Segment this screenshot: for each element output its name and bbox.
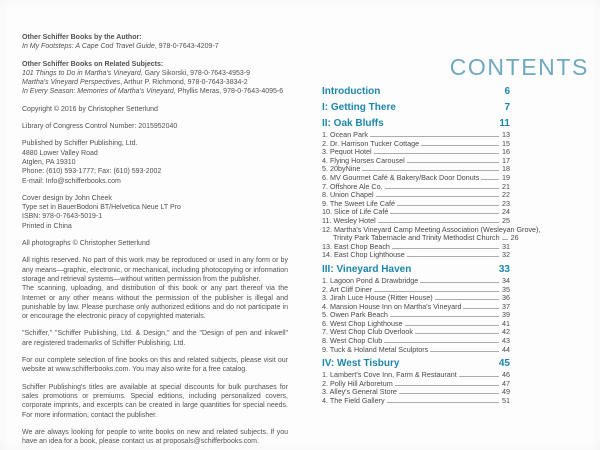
toc-section-page-number: 11 xyxy=(499,118,510,129)
leader-line xyxy=(481,179,499,180)
toc-entry-label: 7. West Chop Club Overlook xyxy=(322,327,413,337)
toc-entry-page-number: 25 xyxy=(502,215,510,225)
toc-section-label: IV: West Tisbury xyxy=(322,358,400,370)
publisher-email: E-mail: Info@schifferbooks.com xyxy=(22,177,121,185)
toc-section-label: I: Getting There xyxy=(322,102,396,113)
book-listing xyxy=(22,69,288,78)
toc-entry-label: 2. Art Cliff Diner xyxy=(322,284,373,294)
toc-entry xyxy=(322,346,510,355)
leader-line xyxy=(395,385,499,386)
production-block xyxy=(22,194,288,231)
toc-entry-label: 6. West Chop Lighthouse xyxy=(322,318,403,328)
book-isbn: , Gary Sikorski, 978-0-7643-4953-9 xyxy=(140,69,251,77)
other-books-related-heading: Other Schiffer Books on Related Subjects: xyxy=(22,60,164,68)
website-block xyxy=(22,356,288,375)
leader-line xyxy=(385,188,499,189)
lccn-line: Library of Congress Control Number: 2015952040 xyxy=(22,123,178,131)
leader-line xyxy=(463,308,499,309)
leader-line xyxy=(376,196,499,197)
leader-line xyxy=(370,136,499,137)
website-paragraph: For our complete selection of fine books on this and related subjects, please visit our website at www.schifferbooks.com. You may also write for a free catalog. xyxy=(22,357,288,374)
toc-entry-label: 5. Owen Park Beach xyxy=(322,310,388,320)
toc-section-label: II: Oak Bluffs xyxy=(322,118,384,129)
toc-section-page-number: 45 xyxy=(498,358,510,370)
leader-line xyxy=(407,256,499,257)
book-listing xyxy=(22,42,288,51)
copyright-line: Copyright © 2016 by Christopher Setterlund xyxy=(22,105,158,113)
publisher-address: 4880 Lower Valley Road xyxy=(22,149,98,157)
toc-section-heading xyxy=(322,102,510,114)
table-of-contents xyxy=(322,86,541,406)
toc-entry-label: 8. Union Chapel xyxy=(322,190,374,200)
leader-line xyxy=(459,376,499,377)
publisher-city: Atglen, PA 19310 xyxy=(22,158,76,166)
toc-entry-page-number: 13 xyxy=(502,130,510,139)
toc-entry-page-number: 22 xyxy=(502,190,510,200)
toc-entry-page-number: 32 xyxy=(502,250,510,260)
toc-entry-label: 12. Martha's Vineyard Camp Meeting Association (Wesleyan Grove), xyxy=(322,224,541,234)
toc-entry-label: 1. Lagoon Pond & Drawbridge xyxy=(322,275,419,285)
publisher-block xyxy=(22,139,288,185)
rights-paragraph: All rights reserved. No part of this work may be reproduced or used in any form or by any means—graphic, electronic, or mechanical, including photocopying or information storage and retrieval systems—without written permission from the publisher. xyxy=(22,257,288,283)
toc-entry-label: 3. Alley's General Store xyxy=(322,387,397,397)
trademark-paragraph: "Schiffer," "Schiffer Publishing, Ltd. & Design," and the "Design of pen and inkwell" are registered trademarks of Schiffer Publishing, Ltd. xyxy=(22,330,288,347)
toc-entry-page-number: 21 xyxy=(502,181,510,191)
toc-entry-label: 7. Offshore Ale Co. xyxy=(322,181,383,191)
toc-entry-page-number: 51 xyxy=(502,396,510,406)
lccn-block xyxy=(22,122,288,131)
toc-section-heading xyxy=(322,86,510,98)
toc-entry-label: 6. MV Gourmet Café & Bakery/Back Door Donuts xyxy=(322,172,480,182)
contents-title: CONTENTS xyxy=(449,54,589,80)
toc-entry-label: 1. Ocean Park xyxy=(322,130,368,139)
toc-entry-page-number: 37 xyxy=(502,301,510,311)
leader-line xyxy=(415,333,499,334)
typeface-line: Type set in BauerBodoni BT/Helvetica Neue LT Pro xyxy=(22,204,181,212)
toc-entry-label: 11. Wesley Hotel xyxy=(322,215,376,225)
toc-section-page-number: 6 xyxy=(504,86,510,97)
toc-entry-page-number: 49 xyxy=(502,387,510,397)
toc-entry-label: 3. Jirah Luce House (Ritter House) xyxy=(322,293,433,303)
toc-entry-page-number: 31 xyxy=(502,241,510,251)
toc-entry-label: 9. Tuck & Holand Metal Sculptors xyxy=(322,344,429,354)
toc-section-heading xyxy=(322,358,510,370)
book-isbn: , Arthur P. Richmond, 978-0-7643-3834-2 xyxy=(120,79,248,87)
toc-entry-label: 14. East Chop Lighthouse xyxy=(322,250,405,260)
toc-entry-page-number: 35 xyxy=(502,284,510,294)
leader-line xyxy=(397,205,499,206)
toc-section-heading xyxy=(322,118,510,130)
publisher-phone: Phone: (610) 593-1777; Fax: (610) 593-2002 xyxy=(22,168,162,176)
toc-section-heading xyxy=(322,264,510,276)
toc-section-label: Introduction xyxy=(322,86,381,97)
toc-entry-label: 4. Flying Horses Carousel xyxy=(322,155,405,165)
photo-credit-block xyxy=(22,239,288,248)
leader-line xyxy=(384,342,499,343)
bulk-sales-paragraph: Schiffer Publishing's titles are available at special discounts for bulk purchases for sales promotions or premiums. Special editions, including personalized covers, corporate imprints, and excerpts can be created in large quantities for special needs. For more information, contact the publisher. xyxy=(22,383,288,419)
toc-entry-page-number: 42 xyxy=(502,327,510,337)
leader-line xyxy=(420,282,499,283)
toc-entry-page-number: 34 xyxy=(502,275,510,285)
toc-section-label: III: Vineyard Haven xyxy=(322,263,412,275)
book-title: In Every Season: Memories of Martha's Vineyard xyxy=(22,88,174,96)
leader-line xyxy=(362,170,499,171)
toc-entry-label: 9. The Sweet Life Café xyxy=(322,198,395,208)
toc-entry-page-number: 19 xyxy=(502,172,510,182)
leader-line xyxy=(421,145,499,146)
toc-entry-page-number: 44 xyxy=(502,344,510,354)
cover-design-line: Cover design by John Cheek xyxy=(22,194,112,202)
book-title: In My Footsteps: A Cape Cod Travel Guide xyxy=(22,43,155,51)
leader-line xyxy=(405,325,499,326)
toc-entry-label: 4. The Field Gallery xyxy=(322,396,385,406)
toc-entry-page-number: 39 xyxy=(502,310,510,320)
leader-line xyxy=(502,239,508,240)
bulk-sales-block xyxy=(22,383,288,420)
book-isbn: , Phyllis Meras, 978-0-7643-4095-6 xyxy=(173,88,284,96)
toc-entry-label: 2. Dr. Harrison Tucker Cottage xyxy=(322,138,420,148)
toc-entry-page-number: 26 xyxy=(510,233,519,243)
proposals-block xyxy=(22,428,288,447)
leader-line xyxy=(392,248,499,249)
toc-entry-label: 2. Polly Hill Arboretum xyxy=(322,378,393,388)
toc-entry-page-number: 24 xyxy=(502,207,510,217)
toc-entry-label: 8. West Chop Club xyxy=(322,336,383,346)
book-listing xyxy=(22,87,288,96)
toc-entry xyxy=(322,397,510,406)
toc-entry-page-number: 47 xyxy=(502,378,510,388)
leader-line xyxy=(430,351,499,352)
leader-line xyxy=(387,402,499,403)
leader-line xyxy=(390,316,499,317)
printed-line: Printed in China xyxy=(22,222,72,230)
piracy-paragraph: The scanning, uploading, and distribution of this book or any part thereof via the Internet or any other means without the permission of the publisher is illegal and punishable by law. Please purchase only authorized editions and do not participate in or encourage the electronic piracy of copyrighted materials. xyxy=(22,285,288,321)
trademark-block xyxy=(22,329,288,348)
toc-entry-page-number: 41 xyxy=(502,318,510,328)
other-books-related xyxy=(22,60,288,97)
toc-entry-label: 10. Slice of Life Café xyxy=(322,207,389,217)
other-books-by-author xyxy=(22,33,288,52)
book-title: Martha's Vineyard Perspectives xyxy=(22,79,121,87)
leader-line xyxy=(407,162,499,163)
rights-block xyxy=(22,256,288,321)
toc-section-page-number: 33 xyxy=(498,263,510,275)
leader-line xyxy=(378,222,499,223)
photo-credit-line: All photographs © Christopher Setterlund xyxy=(22,240,150,248)
toc-entry-label: 4. Mansion House Inn on Martha's Vineyard xyxy=(322,301,462,311)
toc-entry-page-number: 17 xyxy=(502,155,510,165)
toc-entry-label: 1. Lambert's Cove Inn, Farm & Restaurant xyxy=(322,370,457,380)
isbn-line: ISBN: 978-0-7643-5019-1 xyxy=(22,213,103,221)
toc-entry-label: 5. 20byNine xyxy=(322,164,361,174)
contents-page xyxy=(300,0,600,450)
toc-entry xyxy=(322,251,510,260)
leader-line xyxy=(374,291,499,292)
other-books-author-heading: Other Schiffer Books by the Author: xyxy=(22,34,142,41)
proposals-paragraph: We are always looking for people to write books on new and related subjects. If you have an idea for a book, please contact us at proposals@schifferbooks.com. xyxy=(22,428,288,446)
toc-entry-page-number: 43 xyxy=(502,336,510,346)
copyright-block xyxy=(22,105,288,114)
leader-line xyxy=(399,393,499,394)
leader-line xyxy=(374,153,499,154)
toc-entry-page-number: 46 xyxy=(502,370,510,380)
toc-entry-page-number: 36 xyxy=(502,293,510,303)
toc-section-page-number: 7 xyxy=(504,102,510,113)
toc-entry-page-number: 18 xyxy=(502,164,510,174)
book-listing xyxy=(22,78,288,87)
book-title: 101 Things to Do in Martha's Vineyard xyxy=(22,69,141,77)
toc-entry-label: 3. Pequot Hotel xyxy=(322,147,372,157)
publisher-line: Published by Schiffer Publishing, Ltd. xyxy=(22,140,138,148)
toc-entry-label: 13. East Chop Beach xyxy=(322,241,390,251)
toc-entry-label: Trinity Park Tabernacle and Trinity Methodist Church xyxy=(333,233,500,243)
toc-entry-page-number: 15 xyxy=(502,138,510,148)
leader-line xyxy=(435,299,499,300)
leader-line xyxy=(390,213,499,214)
toc-entry-page-number: 23 xyxy=(502,198,510,208)
toc-entry-page-number: 16 xyxy=(502,147,510,157)
book-isbn: , 978-0-7643-4209-7 xyxy=(154,43,219,51)
